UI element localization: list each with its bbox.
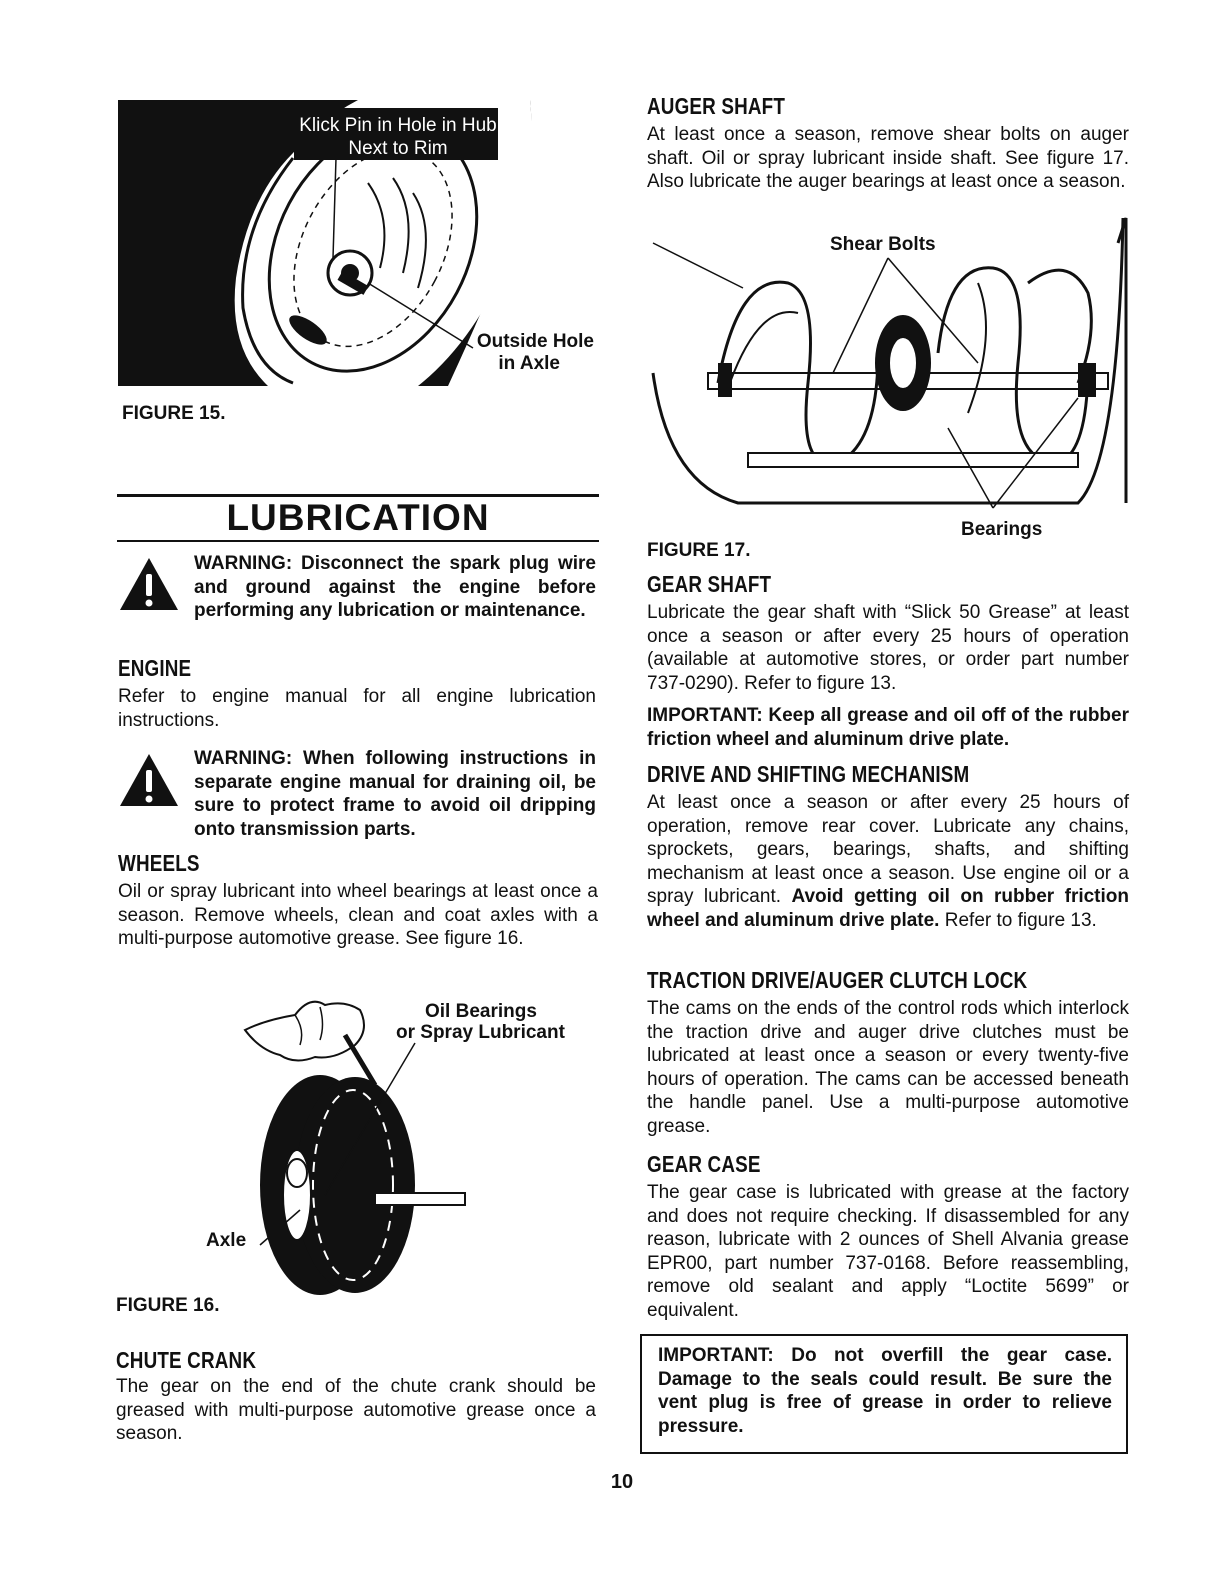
figure-17-illustration bbox=[648, 213, 1128, 518]
drive-shifting-text-after: Refer to figure 13. bbox=[939, 909, 1097, 931]
gear-shaft-heading: GEAR SHAFT bbox=[647, 571, 772, 597]
gear-shaft-important: IMPORTANT: Keep all grease and oil off of the rubber friction wheel and aluminum drive plate. bbox=[647, 705, 1129, 750]
drive-shifting-text bbox=[647, 791, 1129, 932]
traction-clutch-heading: TRACTION DRIVE/AUGER CLUTCH LOCK bbox=[647, 967, 1028, 993]
gear-case-text: The gear case is lubricated with grease at the factory and does not require checking. If disassembled for any reason, lubricate with 2 ounces of Shell Alvania grease EPR00, part number 737-0168. Before reassembling, remove old sealant and apply “Loctite 5699” or equivalent. bbox=[647, 1182, 1129, 1321]
auger-shaft-heading: AUGER SHAFT bbox=[647, 93, 786, 119]
drive-shifting-text-before: At least once a season or after every 25 hours of operation, remove rear cover. Lubricate any chains, sprockets, gears, bearings, shafts, and shifting mechanism at least once a season. Use engine oil or a spray lubricant. bbox=[647, 792, 1129, 907]
figure-15-caption: FIGURE 15. bbox=[122, 403, 226, 424]
figure-15-callout-pin: Klick Pin in Hole in Hub Next to Rim bbox=[299, 115, 497, 159]
engine-text: Refer to engine manual for all engine lubrication instructions. bbox=[118, 686, 596, 731]
figure-16-callout-oil-1: Oil Bearings bbox=[425, 1001, 537, 1022]
lubrication-title: LUBRICATION bbox=[226, 497, 490, 538]
figure-17-callout-bearings: Bearings bbox=[961, 519, 1043, 540]
warning-draining-oil: WARNING: When following instructions in separate engine manual for draining oil, be sure to protect frame to avoid oil dripping onto transmission parts. bbox=[194, 748, 596, 840]
traction-clutch-text: The cams on the ends of the control rods which interlock the traction drive and auger drive clutches must be lubricated at least once a season or every twenty-five hours of operation. The cams can be accessed beneath the handle panel. Use a multi-purpose automotive grease. bbox=[647, 998, 1129, 1137]
page-number: 10 bbox=[610, 1471, 634, 1493]
figure-17-caption: FIGURE 17. bbox=[647, 540, 751, 561]
figure-16-caption: FIGURE 16. bbox=[116, 1295, 220, 1316]
wheels-text: Oil or spray lubricant into wheel bearings at least once a season. Remove wheels, clean and coat axles with a multi-purpose automotive grease. See figure 16. bbox=[118, 881, 598, 949]
figure-15 bbox=[118, 98, 598, 388]
figure-17-callout-shear-bolts: Shear Bolts bbox=[830, 234, 936, 255]
wheels-heading: WHEELS bbox=[118, 850, 200, 876]
drive-shifting-text-bold: Avoid getting oil on rubber friction wheel and aluminum drive plate. bbox=[647, 886, 1129, 931]
figure-16-callout-oil-2: or Spray Lubricant bbox=[396, 1022, 565, 1043]
gear-shaft-text: Lubricate the gear shaft with “Slick 50 Grease” at least once a season or after every 25 hours of operation (available at automotive stores, or order part number 737-0290). Refer to figure 13. bbox=[647, 602, 1129, 694]
chute-crank-heading: CHUTE CRANK bbox=[116, 1347, 257, 1373]
drive-shifting-heading: DRIVE AND SHIFTING MECHANISM bbox=[647, 761, 970, 787]
figure-15-callout-hole-1: Outside Hole bbox=[476, 331, 594, 352]
figure-16-callout-axle: Axle bbox=[206, 1230, 247, 1251]
auger-shaft-text: At least once a season, remove shear bolts on auger shaft. Oil or spray lubricant inside shaft. See figure 17. Also lubricate the auger bearings at least once a season. bbox=[647, 124, 1129, 192]
chute-crank-text: The gear on the end of the chute crank should be greased with multi-purpose automotive grease once a season. bbox=[116, 1376, 596, 1444]
lubrication-rule-bottom bbox=[117, 540, 599, 542]
warning-icon bbox=[118, 752, 180, 808]
gear-case-important-box bbox=[640, 1334, 1128, 1454]
figure-15-callout-hole-2: in Axle bbox=[498, 353, 560, 374]
gear-case-heading: GEAR CASE bbox=[647, 1151, 761, 1177]
engine-heading: ENGINE bbox=[118, 655, 192, 681]
gear-case-important-text: IMPORTANT: Do not overfill the gear case. Damage to the seals could result. Be sure the vent plug is free of grease in order to relieve pressure. bbox=[658, 1345, 1112, 1437]
warning-icon bbox=[118, 556, 180, 612]
warning-disconnect-spark-plug: WARNING: Disconnect the spark plug wire and ground against the engine before performing any lubrication or maintenance. bbox=[194, 553, 596, 621]
